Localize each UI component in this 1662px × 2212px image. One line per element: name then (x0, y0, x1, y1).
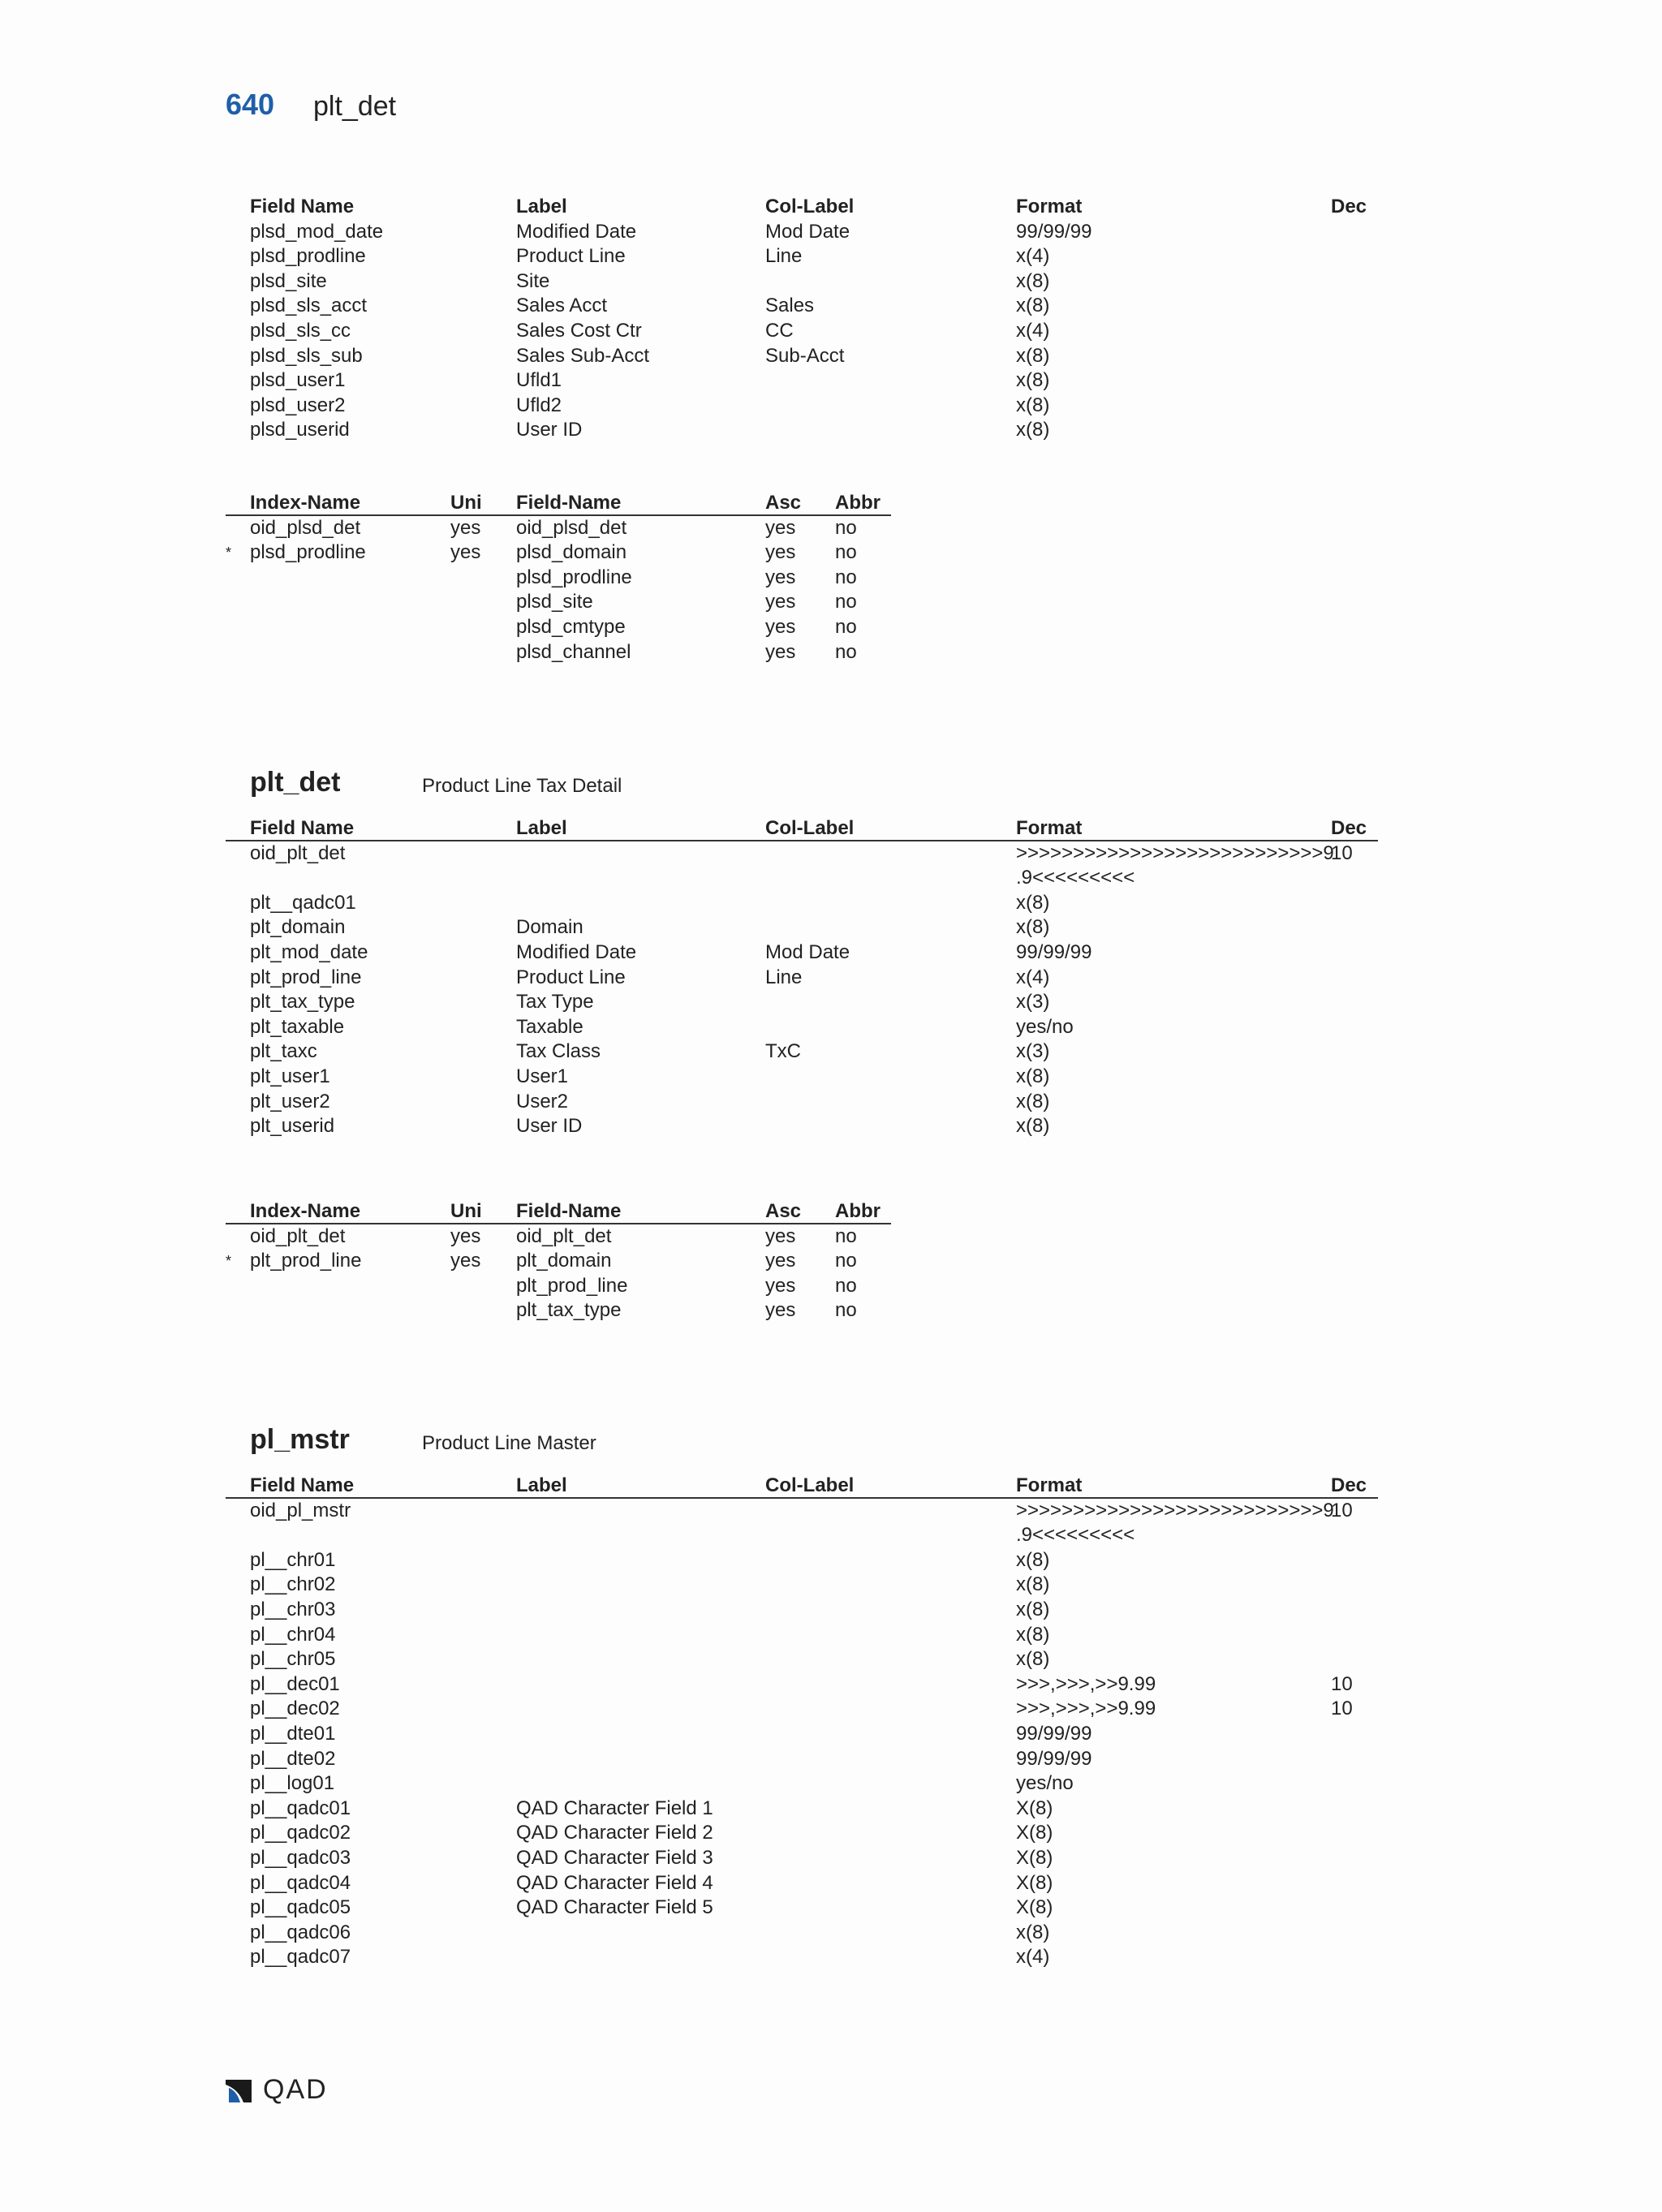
index-column-header-asc: Asc (765, 492, 802, 514)
cell-format: .9<<<<<<<<< (1016, 867, 1135, 889)
index-cell-uni: yes (450, 541, 481, 564)
table-row (226, 1647, 1378, 1672)
cell-field: plsd_sls_cc (250, 319, 351, 342)
column-header-col: Col-Label (765, 817, 855, 839)
index-column-header-field: Field-Name (516, 1200, 622, 1222)
pl-section-description: Product Line Master (422, 1432, 596, 1454)
index-row (226, 615, 891, 640)
column-header-dec: Dec (1331, 196, 1367, 217)
index-column-header-uni: Uni (450, 492, 482, 514)
cell-field: plt_mod_date (250, 940, 368, 963)
index-header-row (226, 491, 891, 516)
cell-format: X(8) (1016, 1822, 1053, 1844)
cell-format: 99/99/99 (1016, 1722, 1092, 1745)
cell-label: QAD Character Field 4 (516, 1871, 713, 1894)
column-header-label: Label (516, 196, 567, 217)
cell-label: QAD Character Field 5 (516, 1896, 713, 1919)
cell-field: plsd_site (250, 269, 327, 292)
table-row (226, 319, 1378, 344)
cell-format: x(8) (1016, 1598, 1050, 1620)
column-header-col: Col-Label (765, 196, 855, 217)
cell-dec: 10 (1331, 1499, 1353, 1521)
index-cell-abbr: no (835, 566, 857, 588)
index-cell-field: oid_plsd_det (516, 516, 627, 539)
index-cell-index: oid_plt_det (250, 1224, 346, 1247)
index-cell-abbr: no (835, 1274, 857, 1297)
index-row (226, 1298, 891, 1323)
cell-field: pl__chr01 (250, 1548, 336, 1571)
cell-format: x(8) (1016, 269, 1050, 292)
cell-format: x(8) (1016, 916, 1050, 939)
cell-field: plsd_sls_sub (250, 344, 363, 367)
cell-format: x(8) (1016, 419, 1050, 441)
cell-field: plt_taxable (250, 1015, 345, 1038)
table-row (226, 244, 1378, 269)
plsd-field-table (226, 195, 1378, 443)
table-header-row (226, 816, 1378, 841)
index-cell-abbr: no (835, 516, 857, 539)
index-cell-abbr: no (835, 1299, 857, 1322)
index-cell-asc: yes (765, 566, 796, 588)
table-row (226, 1846, 1378, 1871)
cell-label: Ufld1 (516, 369, 562, 392)
index-cell-abbr: no (835, 615, 857, 638)
cell-label: QAD Character Field 2 (516, 1822, 713, 1844)
cell-label: QAD Character Field 3 (516, 1846, 713, 1869)
cell-format: x(8) (1016, 891, 1050, 914)
table-row (226, 1821, 1378, 1846)
cell-format: X(8) (1016, 1846, 1053, 1869)
index-cell-uni: yes (450, 1224, 481, 1247)
cell-format: x(8) (1016, 344, 1050, 367)
cell-label: Sales Sub-Acct (516, 344, 650, 367)
index-cell-abbr: no (835, 640, 857, 663)
column-header-col: Col-Label (765, 1474, 855, 1496)
table-row (226, 966, 1378, 991)
cell-field: plt_userid (250, 1115, 335, 1138)
index-row (226, 1224, 891, 1250)
table-row (226, 940, 1378, 966)
index-column-header-asc: Asc (765, 1200, 802, 1222)
cell-label: Modified Date (516, 220, 637, 243)
cell-format: x(8) (1016, 1115, 1050, 1138)
table-row (226, 1090, 1378, 1115)
index-column-header-field: Field-Name (516, 492, 622, 514)
cell-format: 99/99/99 (1016, 1747, 1092, 1770)
table-row (226, 1722, 1378, 1747)
cell-format: >>>>>>>>>>>>>>>>>>>>>>>>>>>9 (1016, 1499, 1334, 1521)
index-row (226, 1249, 891, 1274)
column-header-dec: Dec (1331, 1474, 1367, 1496)
cell-format: >>>,>>>,>>9.99 (1016, 1698, 1156, 1720)
column-header-dec: Dec (1331, 817, 1367, 839)
table-row (226, 1896, 1378, 1921)
unique-key-marker: * (226, 544, 232, 562)
index-cell-asc: yes (765, 615, 796, 638)
table-row (226, 294, 1378, 319)
column-header-field: Field Name (250, 1474, 355, 1496)
cell-field: plsd_mod_date (250, 220, 384, 243)
cell-format: x(8) (1016, 1548, 1050, 1571)
cell-format: x(8) (1016, 1090, 1050, 1112)
cell-col: Line (765, 245, 803, 268)
qad-logo-text: QAD (263, 2074, 328, 2105)
table-row (226, 1871, 1378, 1896)
cell-field: pl__chr05 (250, 1648, 336, 1671)
pl-section-title: pl_mstr (250, 1424, 350, 1455)
cell-field: pl__qadc07 (250, 1946, 351, 1969)
cell-format: x(3) (1016, 991, 1050, 1013)
cell-field: pl__qadc01 (250, 1797, 351, 1819)
index-cell-index: plt_prod_line (250, 1250, 362, 1272)
cell-format: yes/no (1016, 1772, 1074, 1795)
index-cell-field: plsd_prodline (516, 566, 632, 588)
index-cell-field: plsd_domain (516, 541, 627, 564)
index-cell-asc: yes (765, 1299, 796, 1322)
column-header-format: Format (1016, 817, 1083, 839)
table-row (226, 1945, 1378, 1970)
index-cell-asc: yes (765, 1274, 796, 1297)
cell-format: x(8) (1016, 1065, 1050, 1087)
cell-label: Sales Acct (516, 295, 608, 317)
cell-field: plsd_user2 (250, 394, 346, 416)
cell-label: Tax Type (516, 991, 594, 1013)
cell-label: Sales Cost Ctr (516, 319, 642, 342)
pl-field-table (226, 1474, 1378, 1970)
table-row (226, 1114, 1378, 1139)
table-row (226, 1065, 1378, 1090)
cell-label: QAD Character Field 1 (516, 1797, 713, 1819)
table-row (226, 990, 1378, 1015)
table-row (226, 1499, 1378, 1524)
cell-field: pl__qadc04 (250, 1871, 351, 1894)
cell-label: User ID (516, 419, 583, 441)
cell-dec: 10 (1331, 841, 1353, 864)
index-cell-index: oid_plsd_det (250, 516, 361, 539)
cell-col: Sub-Acct (765, 344, 845, 367)
table-row (226, 1797, 1378, 1822)
cell-field: plt_user1 (250, 1065, 330, 1087)
cell-col: Mod Date (765, 220, 850, 243)
table-row (226, 1697, 1378, 1722)
cell-format: x(4) (1016, 319, 1050, 342)
cell-format: 99/99/99 (1016, 940, 1092, 963)
cell-format: >>>>>>>>>>>>>>>>>>>>>>>>>>>9 (1016, 841, 1334, 864)
index-cell-asc: yes (765, 640, 796, 663)
table-row (226, 1548, 1378, 1573)
table-row (226, 1015, 1378, 1040)
plt-index-table (226, 1199, 891, 1323)
cell-field: pl__dec02 (250, 1698, 340, 1720)
cell-format: x(8) (1016, 1648, 1050, 1671)
index-cell-asc: yes (765, 541, 796, 564)
cell-field: pl__dte02 (250, 1747, 336, 1770)
index-column-header-uni: Uni (450, 1200, 482, 1222)
cell-field: pl__chr04 (250, 1623, 336, 1646)
plt-section-title: plt_det (250, 767, 341, 798)
index-cell-asc: yes (765, 1224, 796, 1247)
table-row (226, 220, 1378, 245)
index-cell-abbr: no (835, 1224, 857, 1247)
cell-label: Ufld2 (516, 394, 562, 416)
table-row (226, 866, 1378, 891)
index-row (226, 540, 891, 566)
column-header-label: Label (516, 817, 567, 839)
index-cell-asc: yes (765, 591, 796, 613)
index-cell-field: plsd_cmtype (516, 615, 626, 638)
index-column-header-abbr: Abbr (835, 492, 881, 514)
table-row (226, 891, 1378, 916)
index-cell-field: plsd_site (516, 591, 593, 613)
table-row (226, 1921, 1378, 1946)
cell-field: pl__dec01 (250, 1672, 340, 1695)
cell-dec: 10 (1331, 1672, 1353, 1695)
unique-key-marker: * (226, 1253, 232, 1270)
table-row (226, 841, 1378, 867)
cell-label: Site (516, 269, 550, 292)
cell-label: Tax Class (516, 1040, 601, 1063)
cell-format: X(8) (1016, 1797, 1053, 1819)
table-row (226, 344, 1378, 369)
cell-label: Domain (516, 916, 583, 939)
cell-field: plt_taxc (250, 1040, 317, 1063)
cell-field: oid_pl_mstr (250, 1499, 351, 1521)
cell-format: x(8) (1016, 369, 1050, 392)
cell-format: X(8) (1016, 1896, 1053, 1919)
cell-format: X(8) (1016, 1871, 1053, 1894)
table-row (226, 1523, 1378, 1548)
index-column-header-index: Index-Name (250, 1200, 361, 1222)
table-row (226, 1771, 1378, 1797)
cell-format: x(8) (1016, 1623, 1050, 1646)
cell-field: plt_prod_line (250, 966, 362, 988)
index-cell-field: plt_prod_line (516, 1274, 628, 1297)
qad-logo (224, 2074, 328, 2106)
cell-label: User1 (516, 1065, 569, 1087)
table-row (226, 368, 1378, 394)
cell-label: Taxable (516, 1015, 583, 1038)
table-row (226, 269, 1378, 295)
cell-label: User2 (516, 1090, 569, 1112)
plt-section-description: Product Line Tax Detail (422, 775, 622, 797)
table-row (226, 1573, 1378, 1598)
column-header-label: Label (516, 1474, 567, 1496)
plsd-index-table (226, 491, 891, 665)
index-row (226, 1274, 891, 1299)
cell-field: pl__log01 (250, 1772, 335, 1795)
cell-format: x(8) (1016, 295, 1050, 317)
plt-field-table (226, 816, 1378, 1139)
cell-format: >>>,>>>,>>9.99 (1016, 1672, 1156, 1695)
index-column-header-index: Index-Name (250, 492, 361, 514)
cell-field: plt__qadc01 (250, 891, 356, 914)
table-row (226, 1623, 1378, 1648)
cell-format: x(8) (1016, 394, 1050, 416)
cell-field: pl__dte01 (250, 1722, 336, 1745)
cell-field: pl__chr03 (250, 1598, 336, 1620)
cell-field: pl__qadc05 (250, 1896, 351, 1919)
cell-field: plt_user2 (250, 1090, 330, 1112)
cell-field: plsd_userid (250, 419, 350, 441)
table-row (226, 1747, 1378, 1772)
page-number: 640 (226, 88, 275, 121)
index-cell-field: plt_domain (516, 1250, 612, 1272)
index-cell-abbr: no (835, 591, 857, 613)
index-column-header-abbr: Abbr (835, 1200, 881, 1222)
cell-col: CC (765, 319, 794, 342)
table-header-row (226, 1474, 1378, 1499)
index-cell-asc: yes (765, 1250, 796, 1272)
cell-label: Modified Date (516, 940, 637, 963)
column-header-format: Format (1016, 1474, 1083, 1496)
cell-dec: 10 (1331, 1698, 1353, 1720)
cell-format: x(4) (1016, 966, 1050, 988)
table-header-row (226, 195, 1378, 220)
page-title: plt_det (313, 91, 397, 122)
index-cell-asc: yes (765, 516, 796, 539)
cell-field: pl__qadc06 (250, 1921, 351, 1943)
table-row (226, 394, 1378, 419)
index-cell-field: plt_tax_type (516, 1299, 622, 1322)
table-row (226, 1039, 1378, 1065)
index-cell-uni: yes (450, 1250, 481, 1272)
cell-format: .9<<<<<<<<< (1016, 1524, 1135, 1547)
table-row (226, 418, 1378, 443)
index-row (226, 566, 891, 591)
qad-logo-icon (224, 2076, 256, 2104)
cell-field: plsd_prodline (250, 245, 366, 268)
cell-format: x(4) (1016, 1946, 1050, 1969)
cell-label: Product Line (516, 966, 626, 988)
cell-format: x(8) (1016, 1573, 1050, 1596)
cell-field: plsd_user1 (250, 369, 346, 392)
cell-format: x(4) (1016, 245, 1050, 268)
column-header-field: Field Name (250, 196, 355, 217)
cell-col: Sales (765, 295, 815, 317)
cell-field: plt_tax_type (250, 991, 355, 1013)
cell-field: pl__chr02 (250, 1573, 336, 1596)
index-cell-uni: yes (450, 516, 481, 539)
cell-format: 99/99/99 (1016, 220, 1092, 243)
cell-field: pl__qadc03 (250, 1846, 351, 1869)
column-header-format: Format (1016, 196, 1083, 217)
index-cell-abbr: no (835, 541, 857, 564)
cell-field: plt_domain (250, 916, 346, 939)
table-row (226, 915, 1378, 940)
cell-col: Line (765, 966, 803, 988)
index-cell-abbr: no (835, 1250, 857, 1272)
cell-field: oid_plt_det (250, 841, 346, 864)
cell-format: yes/no (1016, 1015, 1074, 1038)
index-row (226, 516, 891, 541)
cell-label: Product Line (516, 245, 626, 268)
cell-format: x(3) (1016, 1040, 1050, 1063)
index-row (226, 590, 891, 615)
cell-field: plsd_sls_acct (250, 295, 368, 317)
index-cell-field: oid_plt_det (516, 1224, 612, 1247)
index-cell-field: plsd_channel (516, 640, 631, 663)
cell-format: x(8) (1016, 1921, 1050, 1943)
cell-field: pl__qadc02 (250, 1822, 351, 1844)
cell-label: User ID (516, 1115, 583, 1138)
index-row (226, 640, 891, 665)
column-header-field: Field Name (250, 817, 355, 839)
index-cell-index: plsd_prodline (250, 541, 366, 564)
index-header-row (226, 1199, 891, 1224)
cell-col: Mod Date (765, 940, 850, 963)
cell-col: TxC (765, 1040, 801, 1063)
table-row (226, 1672, 1378, 1698)
table-row (226, 1598, 1378, 1623)
